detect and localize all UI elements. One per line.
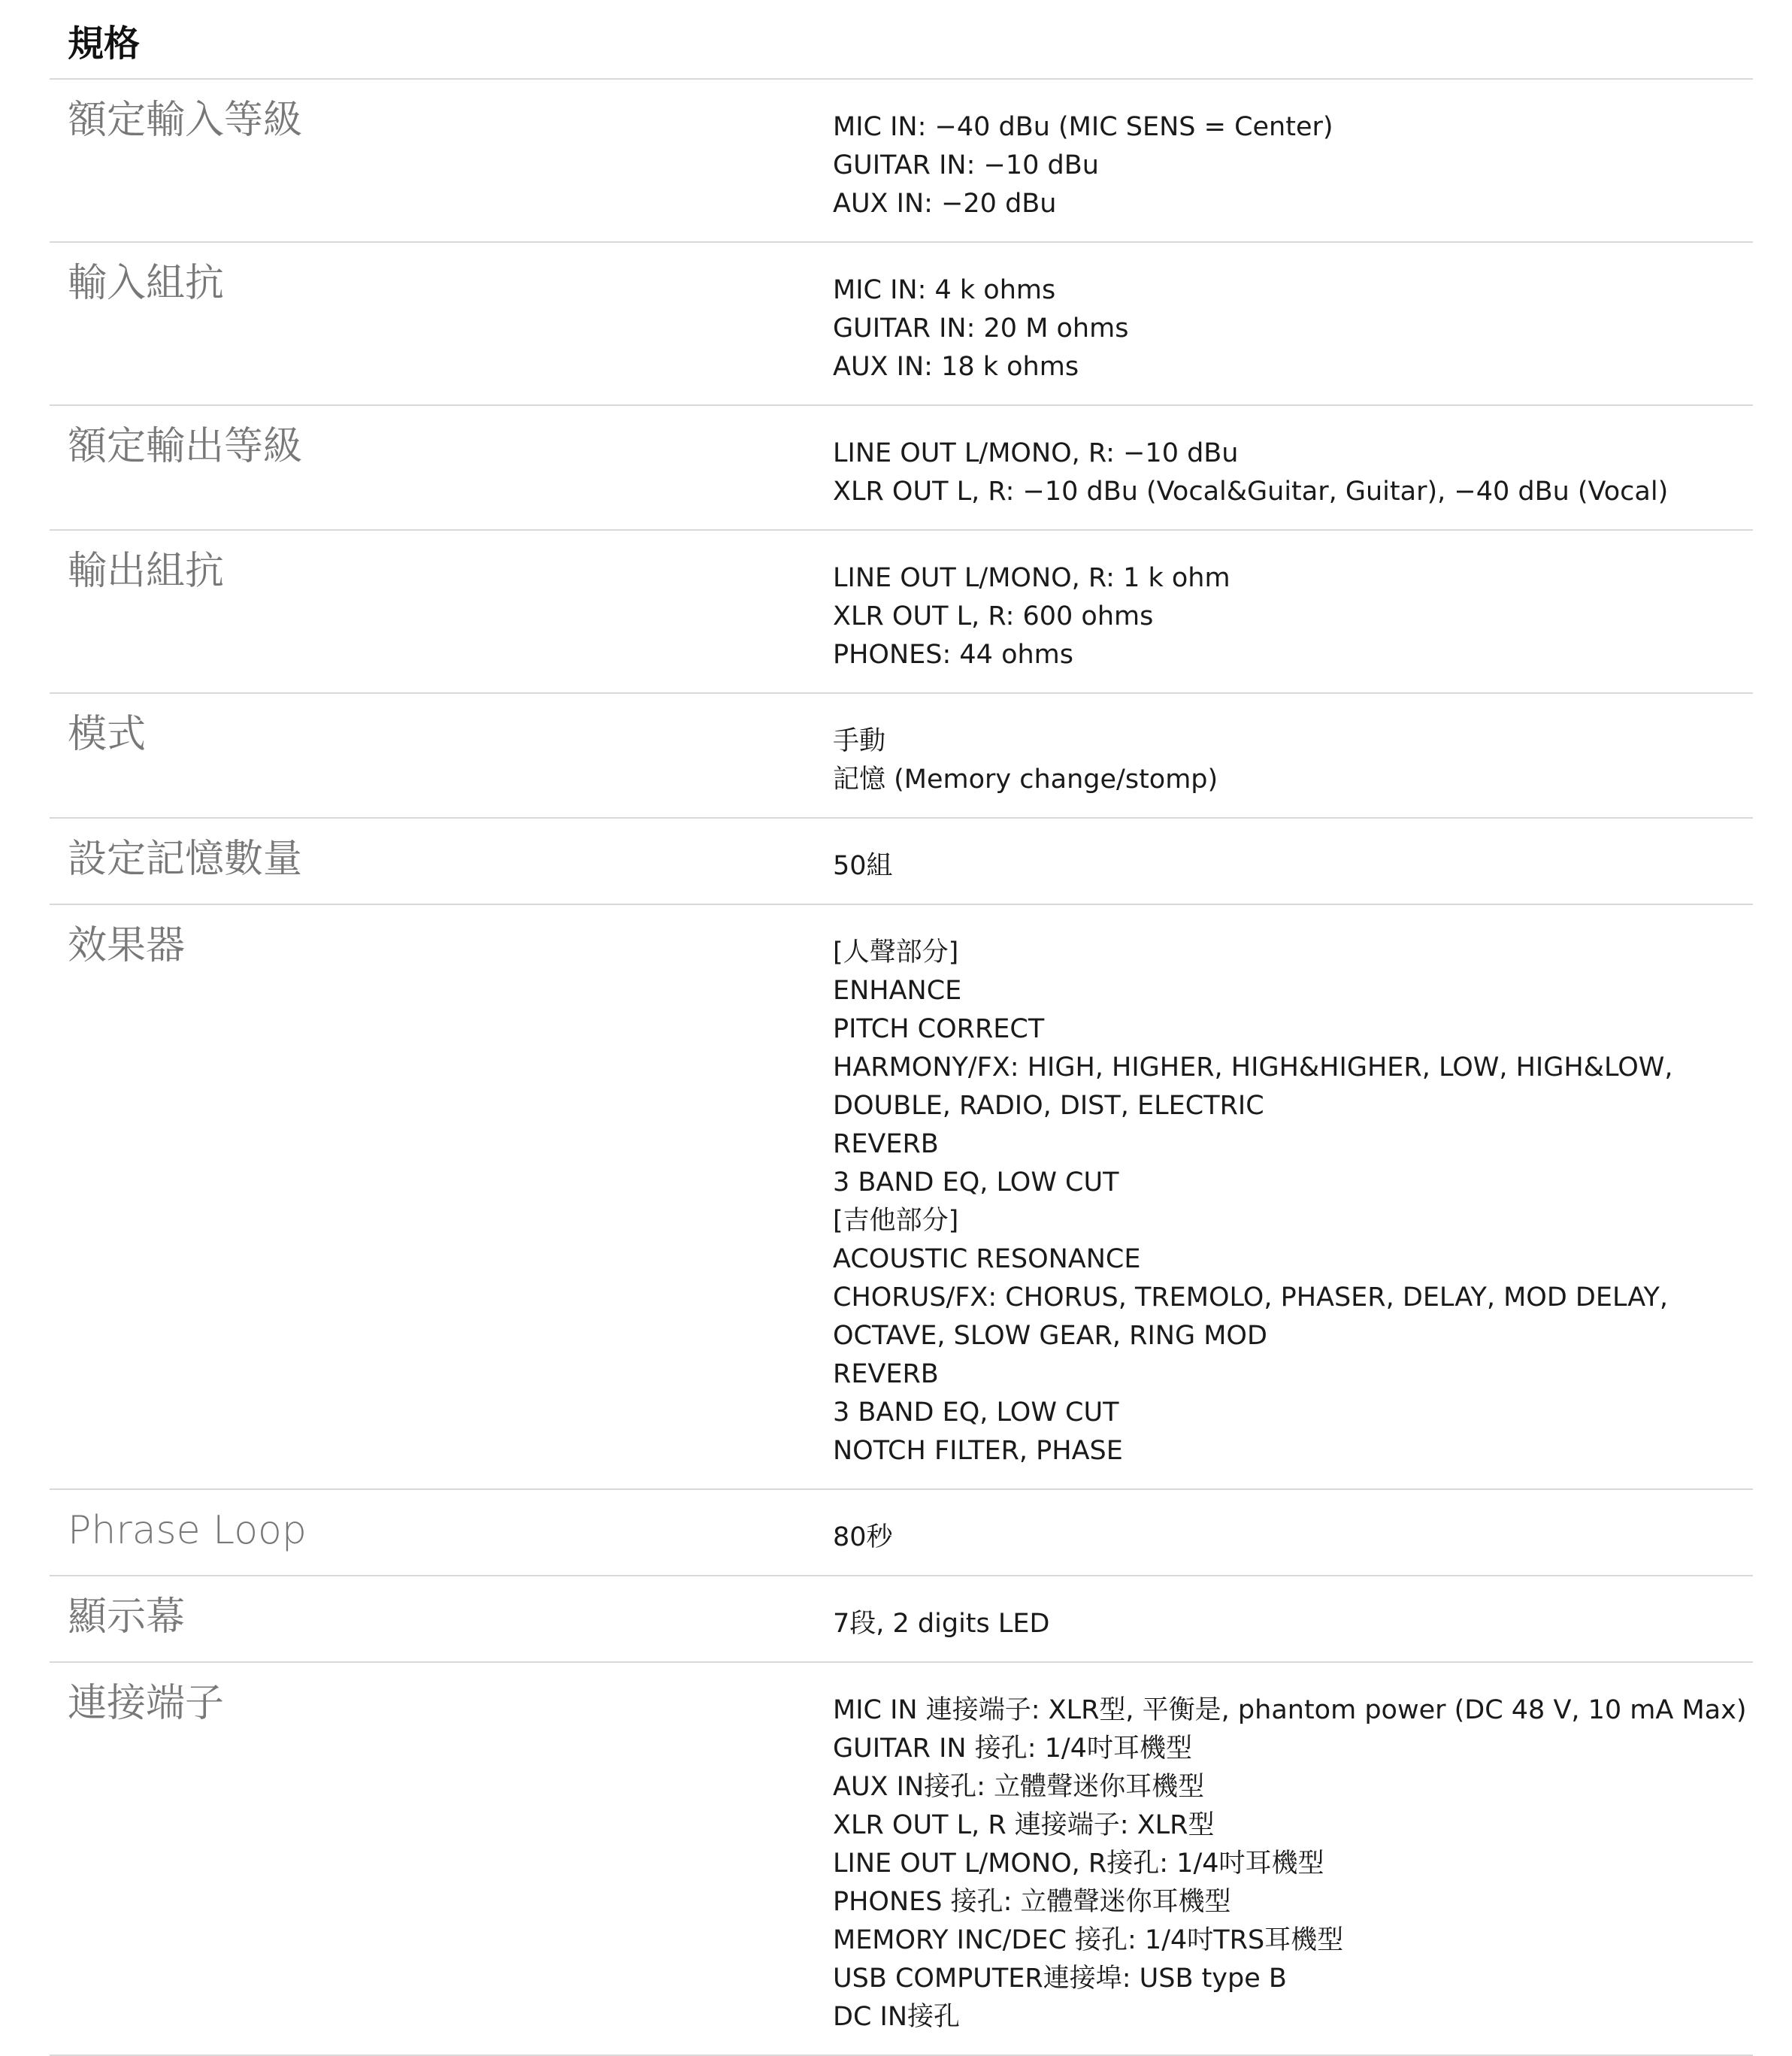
spec-value [833,80,1753,241]
spec-value-line: XLR OUT L, R 連接端子: XLR型 [833,1810,1215,1840]
spec-value [833,1663,1753,2054]
spec-value-line: [人聲部分] [833,937,959,967]
spec-value-line: MIC IN: 4 k ohms [833,275,1056,305]
spec-row [50,694,1753,819]
spec-value [833,1576,1753,1661]
spec-row [50,531,1753,694]
spec-value-line: AUX IN接孔: 立體聲迷你耳機型 [833,1772,1205,1802]
spec-label: 顯示幕 [68,1594,186,1640]
spec-value-line: 手動 [833,726,886,756]
spec-value [833,243,1753,404]
spec-value-line: LINE OUT L/MONO, R: 1 k ohm [833,563,1230,593]
spec-value-line: REVERB [833,1129,939,1159]
spec-value-line: 80秒 [833,1522,893,1552]
spec-value [833,905,1753,1488]
spec-value-line: DC IN接孔 [833,2002,961,2032]
spec-value-line: LINE OUT L/MONO, R接孔: 1/4吋耳機型 [833,1849,1324,1879]
section-heading: 規格 [68,23,141,65]
spec-table [50,78,1753,2056]
spec-value-line: 7段, 2 digits LED [833,1609,1050,1639]
spec-value-line: 記憶 (Memory change/stomp) [833,765,1218,795]
spec-value-line: 3 BAND EQ, LOW CUT [833,1167,1119,1198]
spec-value-line: OCTAVE, SLOW GEAR, RING MOD [833,1321,1267,1351]
spec-value [833,694,1753,817]
spec-label: 設定記憶數量 [68,837,303,882]
spec-value-line: XLR OUT L, R: 600 ohms [833,601,1154,631]
spec-value-line: 3 BAND EQ, LOW CUT [833,1397,1119,1428]
spec-label: 連接端子 [68,1681,225,1726]
spec-row [50,905,1753,1490]
spec-value-line: USB COMPUTER連接埠: USB type B [833,1964,1287,1994]
spec-label: 輸出組抗 [68,549,225,594]
spec-value [833,531,1753,692]
spec-value-line: GUITAR IN: −10 dBu [833,150,1099,180]
spec-value-line: MEMORY INC/DEC 接孔: 1/4吋TRS耳機型 [833,1925,1344,1955]
spec-value-line: CHORUS/FX: CHORUS, TREMOLO, PHASER, DELAY, MOD DELAY, [833,1282,1669,1313]
spec-row [50,80,1753,243]
spec-label: 額定輸出等級 [68,424,303,469]
spec-value-line: MIC IN 連接端子: XLR型, 平衡是, phantom power (DC 48 V, 10 mA Max) [833,1695,1747,1725]
spec-row [50,1576,1753,1663]
spec-value-line: GUITAR IN 接孔: 1/4吋耳機型 [833,1734,1192,1764]
spec-value-line: NOTCH FILTER, PHASE [833,1436,1123,1466]
spec-value-line: ACOUSTIC RESONANCE [833,1244,1141,1274]
spec-label: 額定輸入等級 [68,98,303,143]
spec-row [50,1490,1753,1576]
spec-value-line: AUX IN: −20 dBu [833,189,1057,219]
spec-value-line: AUX IN: 18 k ohms [833,352,1079,382]
spec-value-line: HARMONY/FX: HIGH, HIGHER, HIGH&HIGHER, LOW, HIGH&LOW, [833,1052,1673,1083]
spec-value [833,406,1753,529]
spec-value-line: GUITAR IN: 20 M ohms [833,313,1129,344]
spec-row [50,243,1753,406]
spec-value-line: MIC IN: −40 dBu (MIC SENS = Center) [833,112,1333,142]
spec-row [50,819,1753,905]
spec-label: 模式 [68,712,147,757]
spec-value-line: 50組 [833,851,893,881]
spec-value-line: LINE OUT L/MONO, R: −10 dBu [833,438,1239,468]
spec-value-line: PITCH CORRECT [833,1014,1045,1044]
spec-value-line: XLR OUT L, R: −10 dBu (Vocal&Guitar, Guitar), −40 dBu (Vocal) [833,477,1669,507]
spec-row [50,406,1753,531]
spec-label: Phrase Loop [68,1508,307,1553]
spec-value [833,1490,1753,1575]
spec-value-line: PHONES 接孔: 立體聲迷你耳機型 [833,1887,1231,1917]
spec-label: 效果器 [68,923,186,968]
spec-value-line: PHONES: 44 ohms [833,640,1073,670]
spec-value-line: DOUBLE, RADIO, DIST, ELECTRIC [833,1091,1264,1121]
spec-value [833,819,1753,904]
spec-label: 輸入組抗 [68,261,225,306]
spec-value-line: ENHANCE [833,976,962,1006]
spec-value-line: [吉他部分] [833,1206,959,1236]
spec-value-line: REVERB [833,1359,939,1389]
spec-row [50,1663,1753,2056]
